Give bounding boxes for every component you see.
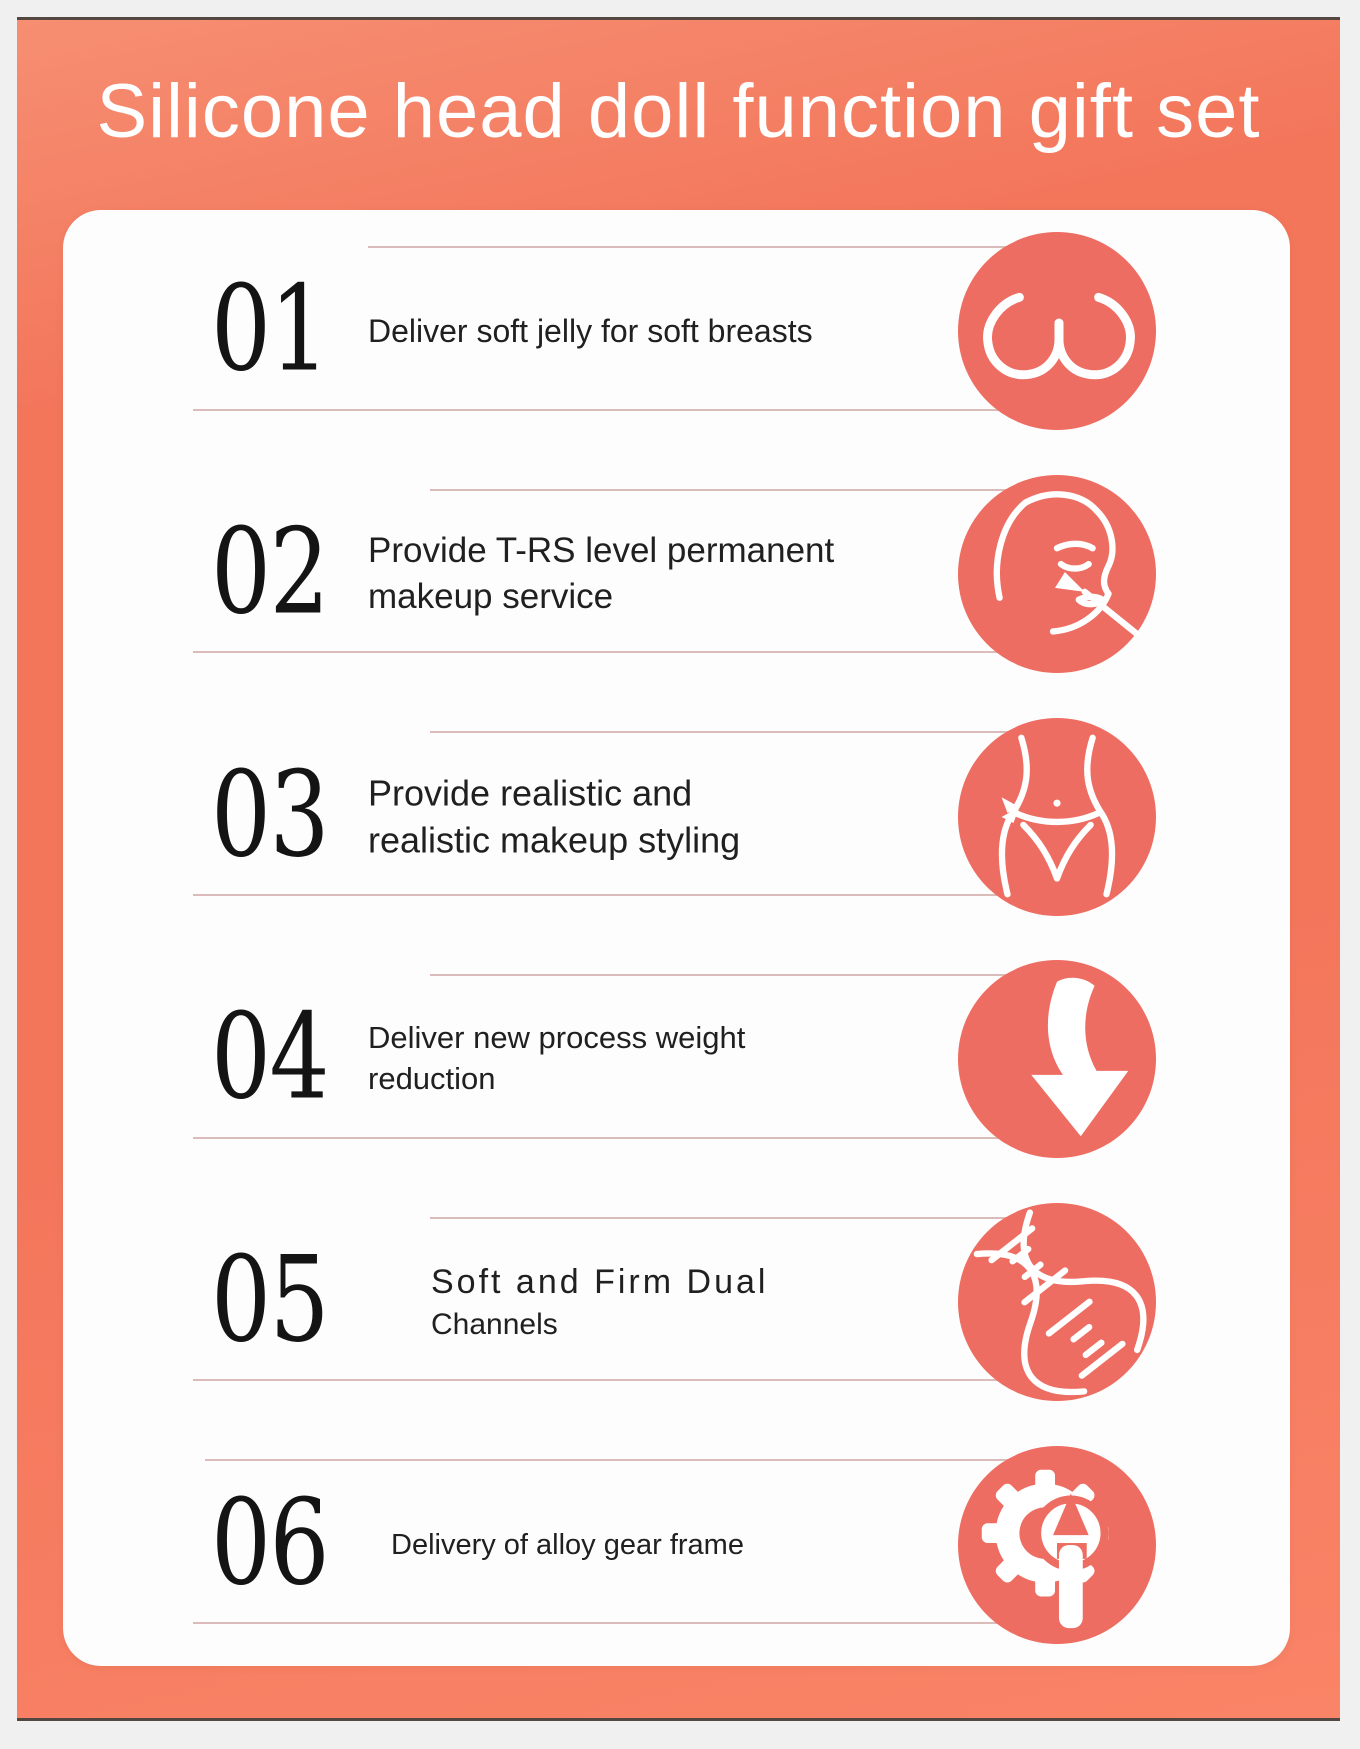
feature-row-1 xyxy=(63,210,1290,453)
icon-badge xyxy=(958,475,1156,673)
divider-line xyxy=(193,894,1065,896)
feature-row-2 xyxy=(63,453,1290,696)
item-number: 01 xyxy=(211,259,328,398)
dna-icon xyxy=(958,1203,1156,1401)
item-description: Deliver new process weight reduction xyxy=(368,1020,746,1097)
item-description: Provide realistic and realistic makeup styling xyxy=(368,772,741,861)
divider-line xyxy=(193,651,1065,653)
item-description: Provide T-RS level permanent makeup service xyxy=(368,530,835,616)
divider-line xyxy=(193,1622,1065,1624)
item-number: 05 xyxy=(211,1230,328,1369)
divider-line xyxy=(193,409,1065,411)
feature-panel xyxy=(63,210,1290,1666)
icon-badge xyxy=(958,1446,1156,1644)
icon-badge xyxy=(958,960,1156,1158)
gear-wrench-icon xyxy=(958,1446,1156,1644)
feature-row-4 xyxy=(63,938,1290,1181)
down-arrow-icon xyxy=(958,960,1156,1158)
icon-badge xyxy=(958,718,1156,916)
item-number: 03 xyxy=(211,745,328,884)
page-title: Silicone head doll function gift set xyxy=(96,69,1261,154)
body-bikini-icon xyxy=(958,718,1156,916)
icon-badge xyxy=(958,232,1156,430)
divider-line xyxy=(193,1137,1065,1139)
icon-badge xyxy=(958,1203,1156,1401)
makeup-face-icon xyxy=(958,475,1156,673)
feature-row-3 xyxy=(63,695,1290,938)
feature-row-5 xyxy=(63,1181,1290,1424)
item-number: 04 xyxy=(211,987,328,1126)
divider-line xyxy=(205,1459,1065,1461)
item-description: Soft and Firm Dual Channels xyxy=(431,1262,769,1341)
breasts-icon xyxy=(958,232,1156,430)
item-number: 06 xyxy=(211,1473,328,1612)
item-description: Deliver soft jelly for soft breasts xyxy=(368,313,813,350)
item-number: 02 xyxy=(211,502,328,641)
item-description: Delivery of alloy gear frame xyxy=(391,1528,744,1561)
feature-row-6 xyxy=(63,1423,1290,1666)
divider-line xyxy=(193,1379,1065,1381)
poster-card xyxy=(17,17,1340,1721)
